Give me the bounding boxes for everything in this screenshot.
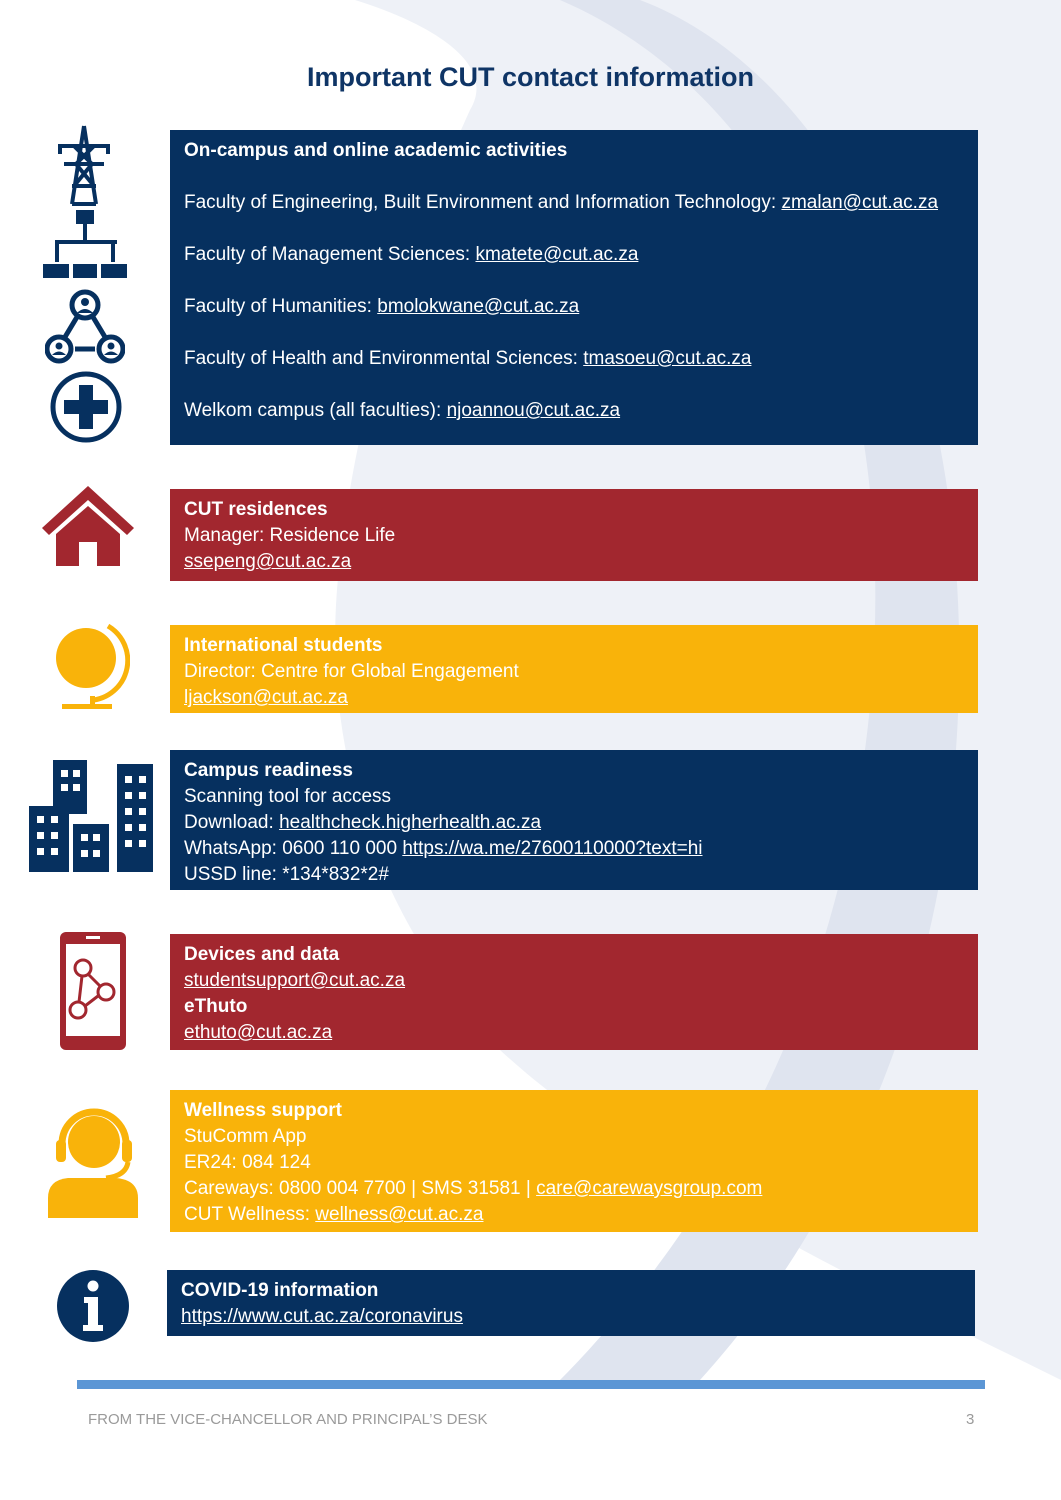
faculty-management-line: Faculty of Management Sciences: kmatete@cut.ac.za <box>184 244 639 265</box>
international-box <box>170 625 978 713</box>
international-director: Director: Centre for Global Engagement <box>184 661 519 682</box>
email-link-tmasoeu[interactable]: tmasoeu@cut.ac.za <box>583 348 752 369</box>
academic-heading: On-campus and online academic activities <box>184 140 568 161</box>
readiness-scanning-tool: Scanning tool for access <box>184 786 392 807</box>
wellness-careways-line: Careways: 0800 004 7700 | SMS 31581 | care@carewaysgroup.com <box>184 1178 763 1199</box>
welkom-campus-line: Welkom campus (all faculties): njoannou@cut.ac.za <box>184 400 621 421</box>
residences-heading: CUT residences <box>184 499 328 520</box>
page-number: 3 <box>966 1411 975 1428</box>
devices-box <box>170 934 978 1050</box>
readiness-whatsapp-line: WhatsApp: 0600 110 000 https://wa.me/27600110000?text=hi <box>184 838 703 859</box>
readiness-download-line: Download: healthcheck.higherhealth.ac.za <box>184 812 542 833</box>
faculty-engineering-line: Faculty of Engineering, Built Environment and Information Technology: zmalan@cut.ac.za <box>184 192 939 213</box>
email-link-njoannou[interactable]: njoannou@cut.ac.za <box>446 400 621 421</box>
covid-link[interactable]: https://www.cut.ac.za/coronavirus <box>181 1306 463 1327</box>
faculty-humanities-line: Faculty of Humanities: bmolokwane@cut.ac.za <box>184 296 580 317</box>
wellness-cut-line: CUT Wellness: wellness@cut.ac.za <box>184 1204 484 1225</box>
email-link-studentsupport[interactable]: studentsupport@cut.ac.za <box>184 970 406 991</box>
org-chart-icon <box>43 210 127 282</box>
plus-circle-icon <box>49 370 123 444</box>
email-link-bmolokwane[interactable]: bmolokwane@cut.ac.za <box>377 296 580 317</box>
campus-readiness-box <box>170 750 978 890</box>
pylon-icon <box>52 124 116 208</box>
covid-box <box>167 1270 975 1336</box>
email-link-zmalan[interactable]: zmalan@cut.ac.za <box>781 192 939 213</box>
covid-heading: COVID-19 information <box>181 1280 379 1301</box>
house-icon <box>40 484 136 568</box>
residences-manager: Manager: Residence Life <box>184 525 396 546</box>
page-title: Important CUT contact information <box>307 62 754 92</box>
faculty-health-line: Faculty of Health and Environmental Sciences: tmasoeu@cut.ac.za <box>184 348 752 369</box>
info-icon <box>56 1269 130 1343</box>
wellness-heading: Wellness support <box>184 1100 343 1121</box>
international-heading: International students <box>184 635 383 656</box>
devices-heading: Devices and data <box>184 944 340 965</box>
healthcheck-link[interactable]: healthcheck.higherhealth.ac.za <box>279 812 542 833</box>
whatsapp-link[interactable]: https://wa.me/27600110000?text=hi <box>402 838 703 859</box>
email-link-careways[interactable]: care@carewaysgroup.com <box>536 1178 763 1199</box>
wellness-er24: ER24: 084 124 <box>184 1152 311 1173</box>
readiness-heading: Campus readiness <box>184 760 353 781</box>
people-network-icon <box>45 289 125 365</box>
email-link-ssepeng[interactable]: ssepeng@cut.ac.za <box>184 551 352 572</box>
email-link-ljackson[interactable]: ljackson@cut.ac.za <box>184 687 348 708</box>
globe-icon <box>50 618 130 710</box>
phone-network-icon <box>58 930 128 1052</box>
footer-rule <box>77 1380 985 1389</box>
residences-box <box>170 489 978 581</box>
email-link-ethuto[interactable]: ethuto@cut.ac.za <box>184 1022 333 1043</box>
footer-text: FROM THE VICE-CHANCELLOR AND PRINCIPAL’S DESK <box>88 1411 488 1428</box>
ethuto-heading: eThuto <box>184 996 248 1017</box>
wellness-stucomm: StuComm App <box>184 1126 307 1147</box>
readiness-ussd-line: USSD line: *134*832*2# <box>184 864 389 885</box>
buildings-icon <box>29 758 153 872</box>
wellness-box <box>170 1090 978 1232</box>
academic-contacts-box <box>170 130 978 445</box>
headset-person-icon <box>44 1106 142 1218</box>
email-link-wellness[interactable]: wellness@cut.ac.za <box>315 1204 484 1225</box>
email-link-kmatete[interactable]: kmatete@cut.ac.za <box>475 244 639 265</box>
